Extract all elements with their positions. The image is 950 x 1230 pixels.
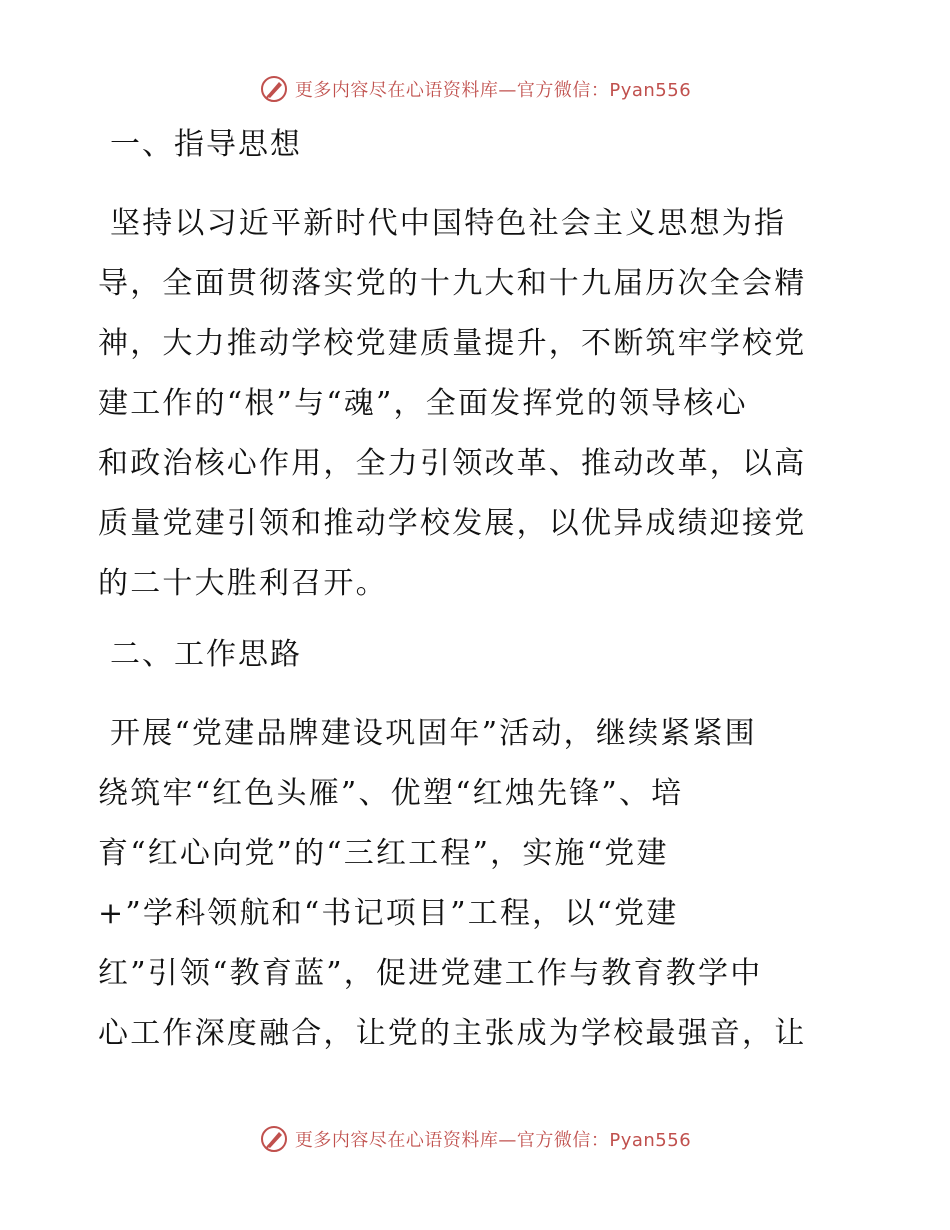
section-heading-work-approach: 二、工作思路 [110, 637, 302, 672]
text-line: 和政治核心作用，全力引领改革、推动改革，以高 [98, 446, 807, 481]
text-line: 质量党建引领和推动学校发展，以优异成绩迎接党 [98, 506, 807, 541]
document-body [98, 118, 858, 1078]
text-line: 神，大力推动学校党建质量提升，不断筑牢学校党 [98, 326, 807, 361]
paragraph-work-approach [98, 704, 858, 1064]
text-line: 坚持以习近平新时代中国特色社会主义思想为指 [110, 206, 787, 241]
watermark-text: 更多内容尽在心语资料库—官方微信：Pyan556 [294, 1130, 692, 1151]
text-line: 红”引领“教育蓝”，促进党建工作与教育教学中 [98, 956, 763, 991]
footer-watermark [0, 1124, 950, 1154]
text-line: 育“红心向党”的“三红工程”，实施“党建 [98, 836, 669, 871]
header-watermark [0, 74, 950, 104]
text-line: 心工作深度融合，让党的主张成为学校最强音，让 [98, 1016, 807, 1051]
paragraph-guiding-thought [98, 194, 858, 614]
text-line: 的二十大胜利召开。 [98, 566, 388, 601]
quill-logo-icon [259, 74, 289, 104]
text-line: 导，全面贯彻落实党的十九大和十九届历次全会精 [98, 266, 807, 301]
quill-logo-icon [259, 1124, 289, 1154]
text-line: +”学科领航和“书记项目”工程，以“党建 [98, 896, 679, 931]
text-line: 绕筑牢“红色头雁”、优塑“红烛先锋”、培 [98, 776, 684, 811]
section-heading-guiding-thought: 一、指导思想 [110, 127, 302, 162]
watermark-text: 更多内容尽在心语资料库—官方微信：Pyan556 [294, 80, 692, 101]
text-line: 开展“党建品牌建设巩固年”活动，继续紧紧围 [110, 716, 757, 751]
text-line: 建工作的“根”与“魂”，全面发挥党的领导核心 [98, 386, 748, 421]
